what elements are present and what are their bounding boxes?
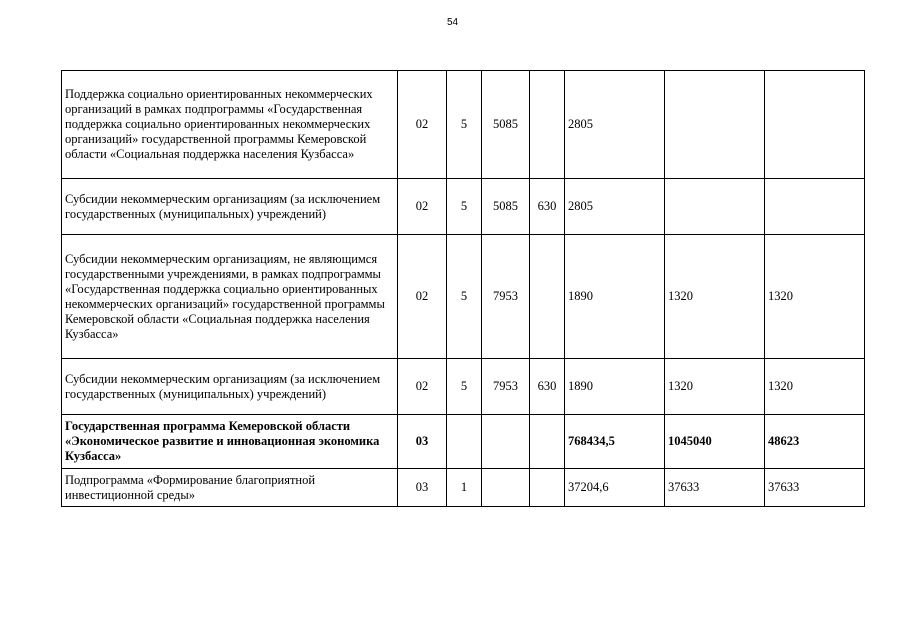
amount-year3-cell [765,71,865,179]
expense-type-code-cell [530,71,565,179]
amount-year2-cell [665,179,765,235]
subprogram-code-cell: 5 [447,359,482,415]
direction-code-cell [482,469,530,507]
section-code-cell: 02 [398,179,447,235]
table-row [62,71,865,179]
expense-type-code-cell: 630 [530,359,565,415]
budget-table [61,70,865,507]
direction-code-cell: 7953 [482,359,530,415]
row-name-cell: Субсидии некоммерческим организациям, не являющимся государственными учреждениями, в рамках подпрограммы «Государственная поддержка социально ориентированных некоммерческих организаций» государственной программы Кемеровской области «Социальная поддержка населения Кузбасса» [62,235,398,359]
expense-type-code-cell: 630 [530,179,565,235]
amount-year3-cell: 1320 [765,359,865,415]
section-code-cell: 02 [398,359,447,415]
subprogram-code-cell: 5 [447,235,482,359]
section-code-cell: 03 [398,415,447,469]
amount-year1-cell: 37204,6 [565,469,665,507]
page-number: 54 [446,17,459,28]
amount-year2-cell: 1320 [665,235,765,359]
amount-year2-cell: 1320 [665,359,765,415]
amount-year3-cell: 1320 [765,235,865,359]
table-row [62,469,865,507]
amount-year1-cell: 2805 [565,179,665,235]
expense-type-code-cell [530,469,565,507]
amount-year2-cell: 37633 [665,469,765,507]
row-name-cell: Субсидии некоммерческим организациям (за исключением государственных (муниципальных) учреждений) [62,179,398,235]
direction-code-cell [482,415,530,469]
section-code-cell: 02 [398,71,447,179]
direction-code-cell: 5085 [482,71,530,179]
amount-year3-cell: 37633 [765,469,865,507]
row-name-cell: Поддержка социально ориентированных некоммерческих организаций в рамках подпрограммы «Государственная поддержка социально ориентированных некоммерческих организаций» государственной программы Кемеровской области «Социальная поддержка населения Кузбасса» [62,71,398,179]
expense-type-code-cell [530,415,565,469]
amount-year1-cell: 1890 [565,235,665,359]
expense-type-code-cell [530,235,565,359]
row-name-cell: Государственная программа Кемеровской области «Экономическое развитие и инновационная экономика Кузбасса» [62,415,398,469]
section-code-cell: 02 [398,235,447,359]
row-name-cell: Субсидии некоммерческим организациям (за исключением государственных (муниципальных) учреждений) [62,359,398,415]
table-row [62,179,865,235]
subprogram-code-cell: 5 [447,179,482,235]
budget-table-body [62,71,865,507]
table-row [62,359,865,415]
amount-year1-cell: 1890 [565,359,665,415]
amount-year1-cell: 768434,5 [565,415,665,469]
subprogram-code-cell [447,415,482,469]
amount-year3-cell: 48623 [765,415,865,469]
row-name-cell: Подпрограмма «Формирование благоприятной инвестиционной среды» [62,469,398,507]
amount-year3-cell [765,179,865,235]
amount-year1-cell: 2805 [565,71,665,179]
direction-code-cell: 7953 [482,235,530,359]
section-code-cell: 03 [398,469,447,507]
table-row [62,415,865,469]
subprogram-code-cell: 1 [447,469,482,507]
table-row [62,235,865,359]
subprogram-code-cell: 5 [447,71,482,179]
amount-year2-cell [665,71,765,179]
direction-code-cell: 5085 [482,179,530,235]
amount-year2-cell: 1045040 [665,415,765,469]
